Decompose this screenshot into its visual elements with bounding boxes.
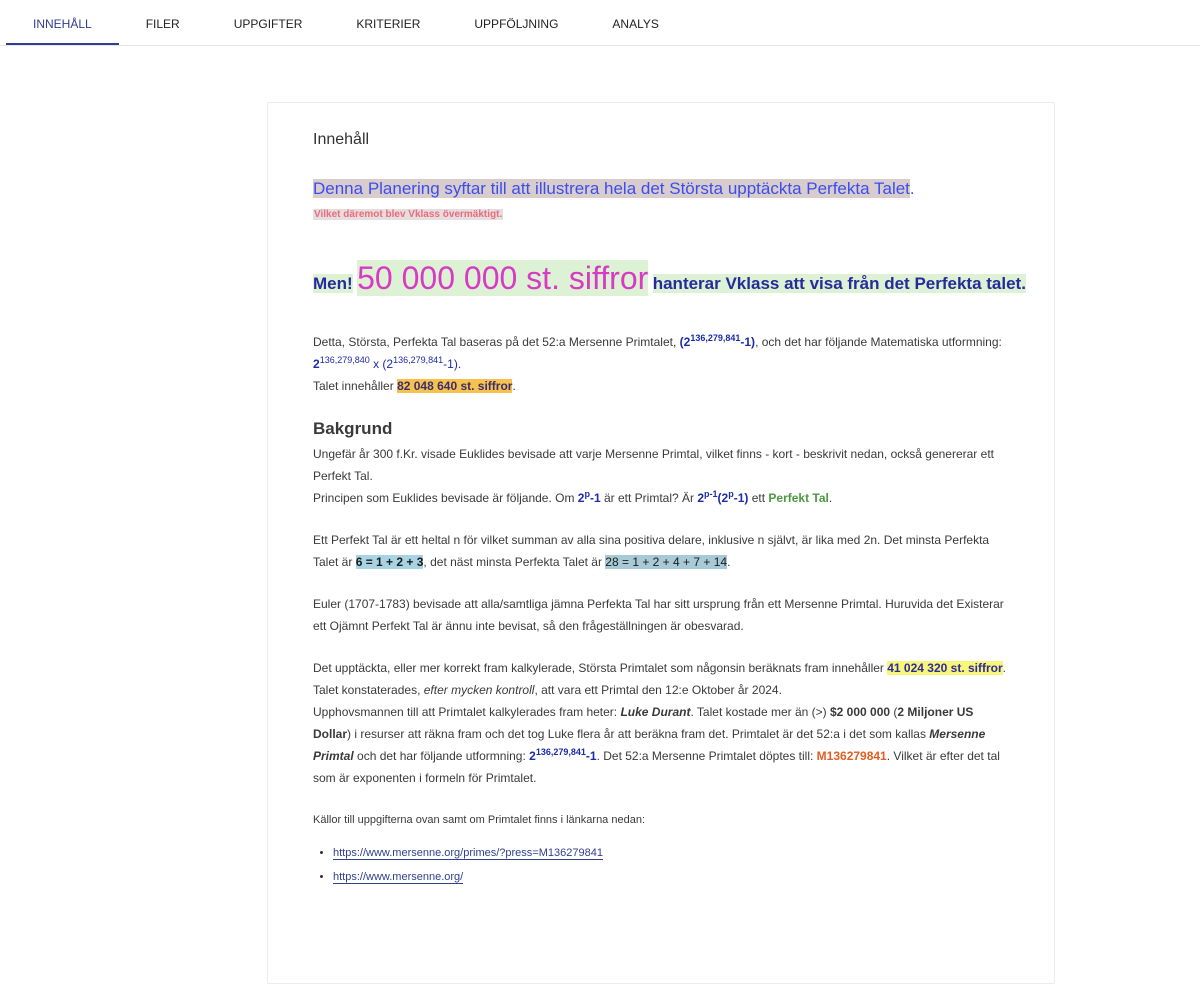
content-card	[267, 102, 1055, 984]
bg-p7-f-end: -1	[585, 749, 597, 763]
bg-p3-b: , det näst minsta Perfekta Talet är	[423, 555, 606, 569]
subline: Vilket däremot blev Vklass övermäktigt.	[314, 209, 503, 220]
bg-p2-f1-exp: p	[584, 489, 590, 499]
formula-mid: x (2	[369, 357, 394, 371]
bg-paragraph-4: Euler (1707-1783) bevisade att alla/samtliga jämna Perfekta Tal har sitt ursprung från ett Mersenne Primtal. Huruvida det Existerar ett Ojämnt Perfekt Tal är ännu inte bevisat, så den frågeställningen är obesvarad.	[313, 597, 1004, 633]
digits-line	[313, 375, 1013, 397]
bg-p2-f2-exp2: p	[728, 489, 734, 499]
source-links-list	[313, 841, 1013, 889]
bg-p7-d: ) i resurser att räkna fram och det tog Luke flera år att beräkna fram det. Primtalet är det 52:a i det som kallas	[347, 727, 930, 741]
bg-p5-a: Det upptäckta, eller mer korrekt fram kalkylerade, Största Primtalet som någonsin beräknats fram innehåller	[313, 661, 888, 675]
men-number: 50 000 000 st. siffror	[357, 260, 649, 296]
bg-p7-formula	[529, 749, 596, 763]
bg-p2-f2-base: 2	[697, 491, 705, 505]
formula-end-2: -1).	[443, 357, 462, 371]
bg-p2-f1-base: 2	[577, 491, 585, 505]
bg-p2-c: ett	[748, 491, 769, 505]
tab-uppgifter[interactable]: UPPGIFTER	[233, 17, 303, 31]
bg-p2-f2-mid: (2	[717, 491, 729, 505]
prime-name-highlight: M136279841	[816, 749, 887, 763]
bg-p2-f2-end: -1)	[733, 491, 749, 505]
sources-text: Källor till uppgifterna ovan samt om Primtalet finns i länkarna nedan:	[313, 814, 646, 826]
tab-filer[interactable]: FILER	[145, 17, 180, 31]
tab-innehall[interactable]: INNEHÅLL	[6, 17, 119, 45]
author-name: Luke Durant	[620, 705, 691, 719]
formula-line	[313, 353, 1013, 375]
formula-a-exp: 136,279,840	[319, 355, 370, 365]
section-title: Innehåll	[313, 131, 370, 148]
perfect-28-badge: 28 = 1 + 2 + 4 + 7 + 14	[605, 555, 728, 569]
list-item	[333, 841, 1013, 865]
bg-paragraph-7	[313, 701, 1013, 789]
source-link-1[interactable]: https://www.mersenne.org/primes/?press=M136279841	[333, 847, 603, 859]
digits-suffix: .	[512, 379, 516, 393]
bg-p7-b: . Talet kostade mer än (>)	[690, 705, 830, 719]
bg-p2-a: Principen som Euklides bevisade är följande. Om	[313, 491, 578, 505]
formula-b-exp: 136,279,841	[393, 355, 444, 365]
formula-exponent: 136,279,841	[690, 333, 741, 343]
bg-p6-a: Talet konstaterades,	[313, 683, 424, 697]
headline: Denna Planering syftar till att illustrera hela det Största upptäckta Perfekta Talet	[313, 179, 910, 198]
bg-p7-c: (	[890, 705, 898, 719]
intro-block	[313, 331, 1013, 397]
bg-p7-f-base: 2	[529, 749, 536, 763]
headline-dot: .	[909, 179, 915, 198]
headline-block	[313, 179, 1013, 199]
bg-paragraph-6	[313, 679, 1013, 701]
tab-analys[interactable]: ANALYS	[612, 17, 659, 31]
formula-base: (2	[679, 335, 691, 349]
content-body	[313, 131, 1026, 889]
bg-p3-c: .	[727, 555, 731, 569]
bg-paragraph-3	[313, 529, 1013, 573]
bg-p7-a: Upphovsmannen till att Primtalet kalkylerades fram heter:	[313, 705, 621, 719]
source-link-2[interactable]: https://www.mersenne.org/	[333, 871, 464, 883]
bg-p2-f2-exp: p-1	[704, 489, 718, 499]
bg-p2-formula-2	[697, 491, 748, 505]
intro-text-2: , och det har följande Matematiska utformning:	[755, 335, 1002, 349]
bg-p2-f1-end: -1	[589, 491, 601, 505]
tab-uppfoljning[interactable]: UPPFÖLJNING	[474, 17, 559, 31]
tab-kriterier[interactable]: KRITERIER	[356, 17, 421, 31]
men-prefix: Men!	[313, 274, 353, 293]
men-suffix: hanterar Vklass att visa från det Perfekta talet.	[652, 274, 1026, 293]
formula-a-base: 2	[313, 357, 320, 371]
perfect-six-badge: 6 = 1 + 2 + 3	[355, 555, 424, 569]
bg-p7-g: . Vilket är efter det tal som är exponenten i formeln för Primtalet.	[313, 749, 1000, 785]
background-title: Bakgrund	[313, 419, 393, 438]
top-tab-bar	[0, 0, 1200, 46]
formula-part-a	[313, 357, 370, 371]
digits-prefix: Talet innehåller	[313, 379, 398, 393]
bg-p7-e: och det har följande utformning:	[353, 749, 530, 763]
cost-value: $2 000 000	[830, 705, 891, 719]
cost-value-text: 2 Miljoner US Dollar	[313, 705, 974, 741]
bg-p3-a: Ett Perfekt Tal är ett heltal n för vilket summan av alla sina positiva delare, inklusive n självt, är lika med 2n. Det minsta Perfekta Talet är	[313, 533, 990, 569]
bg-p2-b: är ett Primtal? Är	[600, 491, 698, 505]
men-line	[313, 260, 1026, 297]
intro-text: Detta, Största, Perfekta Tal baseras på det 52:a Mersenne Primtalet,	[313, 335, 677, 349]
bg-p5-b: .	[1002, 661, 1006, 675]
bg-p6-b: , att vara ett Primtal den 12:e Oktober år 2024.	[534, 683, 782, 697]
mersenne-primtal-label: Mersenne Primtal	[313, 727, 986, 763]
intro-paragraph	[313, 331, 1013, 353]
bg-p2-d: .	[828, 491, 833, 505]
bg-paragraph-5	[313, 657, 1013, 679]
bg-p2-formula-1	[578, 491, 601, 505]
list-item	[333, 865, 1013, 889]
perfekt-tal-highlight: Perfekt Tal	[768, 491, 829, 505]
prime-digits-badge: 41 024 320 st. siffror	[887, 661, 1003, 675]
formula-end: -1)	[740, 335, 756, 349]
bg-p7-f-exp: 136,279,841	[535, 747, 586, 757]
bg-paragraph-2	[313, 487, 1013, 509]
bg-p6-italic: efter mycken kontroll	[423, 683, 535, 697]
digits-badge: 82 048 640 st. siffror	[397, 379, 513, 393]
intro-formula	[680, 335, 755, 349]
bg-paragraph-1: Ungefär år 300 f.Kr. visade Euklides bevisade att varje Mersenne Primtal, vilket finns - kort - beskrivit nedan, också genererar ett Perfekt Tal.	[313, 447, 994, 483]
bg-p7-f: . Det 52:a Mersenne Primtalet döptes till:	[596, 749, 817, 763]
